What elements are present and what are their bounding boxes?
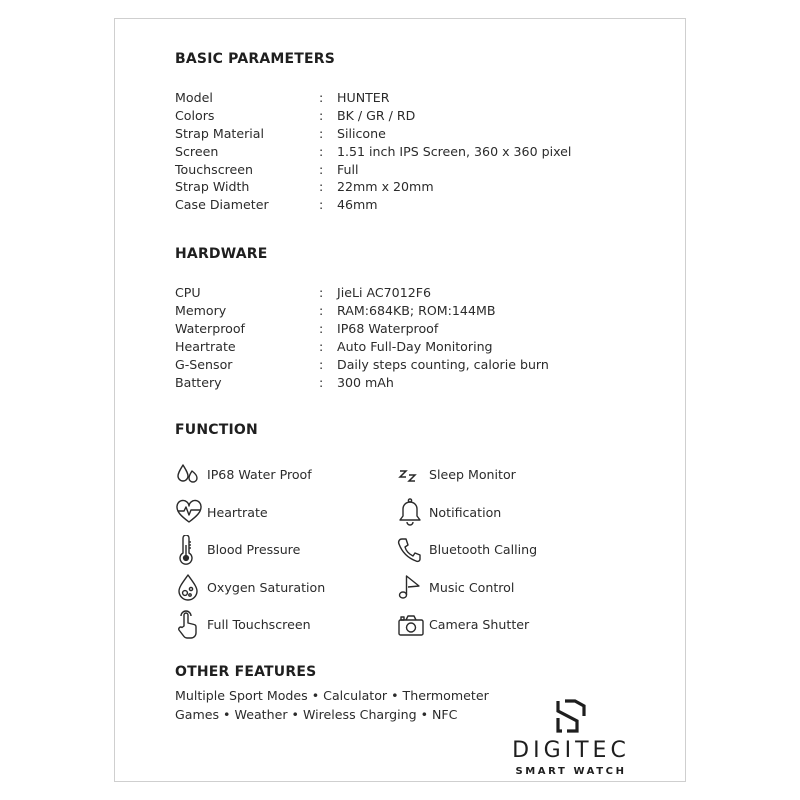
param-row	[175, 161, 675, 179]
param-key: Touchscreen	[175, 161, 254, 177]
function-label: Camera Shutter	[429, 617, 530, 633]
param-key: Colors	[175, 107, 215, 123]
function-item-water-proof	[175, 460, 312, 490]
param-key: CPU	[175, 285, 201, 301]
other-features-title: OTHER FEATURES	[175, 664, 317, 680]
param-separator: :	[319, 143, 324, 159]
param-separator: :	[319, 285, 324, 301]
brand-tagline: SMART WATCH	[515, 766, 627, 777]
param-value: Daily steps counting, calorie burn	[337, 356, 549, 372]
function-item-bluetooth-calling	[397, 535, 537, 565]
param-key: Battery	[175, 374, 222, 390]
param-row	[175, 196, 675, 214]
touch-hand-icon	[175, 610, 207, 640]
param-value: Auto Full-Day Monitoring	[337, 338, 493, 354]
function-item-camera-shutter	[397, 610, 529, 640]
param-value: 22mm x 20mm	[337, 179, 434, 195]
function-label: Full Touchscreen	[207, 617, 311, 633]
param-row	[175, 284, 675, 302]
param-value: JieLi AC7012F6	[337, 285, 431, 301]
function-item-oxygen-saturation	[175, 572, 325, 602]
sleep-zz-icon	[397, 460, 429, 490]
spec-content	[175, 51, 675, 660]
param-key: Strap Material	[175, 125, 264, 141]
param-key: Model	[175, 90, 213, 105]
param-key: Heartrate	[175, 338, 236, 354]
param-row	[175, 302, 675, 320]
camera-icon	[397, 610, 429, 640]
bell-icon	[397, 497, 429, 527]
other-features-line-2: Games • Weather • Wireless Charging • NFC	[175, 706, 458, 722]
other-features-line-1: Multiple Sport Modes • Calculator • Thermometer	[175, 688, 489, 703]
param-value: Full	[337, 161, 359, 177]
param-row	[175, 125, 675, 143]
hardware-title: HARDWARE	[175, 246, 268, 263]
param-separator: :	[319, 356, 324, 372]
phone-icon	[397, 535, 429, 565]
function-label: Blood Pressure	[207, 542, 301, 558]
basic-parameters-list	[175, 89, 675, 214]
function-item-sleep-monitor	[397, 460, 516, 490]
function-label: Music Control	[429, 579, 515, 595]
param-value: 1.51 inch IPS Screen, 360 x 360 pixel	[337, 143, 572, 159]
param-separator: :	[319, 179, 324, 195]
param-value: HUNTER	[337, 90, 390, 105]
param-value: RAM:684KB; ROM:144MB	[337, 303, 496, 319]
param-value: 46mm	[337, 197, 378, 213]
param-row	[175, 107, 675, 125]
param-key: Screen	[175, 143, 219, 159]
param-row	[175, 143, 675, 161]
digitec-s-logo-icon	[551, 698, 591, 738]
param-separator: :	[319, 161, 324, 177]
param-separator: :	[319, 321, 324, 337]
param-value: BK / GR / RD	[337, 107, 416, 123]
function-label: Bluetooth Calling	[429, 542, 538, 558]
water-drops-icon	[175, 460, 207, 490]
param-row	[175, 338, 675, 356]
param-key: Memory	[175, 303, 227, 319]
param-row	[175, 178, 675, 196]
brand-name: DIGITEC	[512, 738, 630, 763]
oxygen-drop-icon	[175, 572, 207, 602]
basic-parameters-title: BASIC PARAMETERS	[175, 51, 336, 67]
param-row	[175, 356, 675, 374]
param-key: G-Sensor	[175, 356, 233, 372]
param-separator: :	[319, 374, 324, 390]
function-label: Heartrate	[207, 504, 268, 520]
function-label: IP68 Water Proof	[207, 467, 312, 483]
param-row	[175, 89, 675, 107]
param-key: Case Diameter	[175, 197, 269, 213]
digitec-logo	[501, 698, 641, 778]
function-title: FUNCTION	[175, 421, 258, 438]
param-separator: :	[319, 338, 324, 354]
param-value: Silicone	[337, 125, 386, 141]
function-label: Notification	[429, 504, 502, 520]
param-separator: :	[319, 303, 324, 319]
param-key: Strap Width	[175, 179, 250, 195]
function-label: Oxygen Saturation	[207, 579, 326, 595]
param-separator: :	[319, 197, 324, 213]
music-note-icon	[397, 572, 429, 602]
thermometer-icon	[175, 535, 207, 565]
function-item-notification	[397, 497, 501, 527]
function-label: Sleep Monitor	[429, 467, 516, 483]
heartbeat-icon	[175, 497, 207, 527]
param-value: IP68 Waterproof	[337, 321, 439, 337]
param-key: Waterproof	[175, 321, 245, 337]
function-item-heartrate	[175, 497, 268, 527]
function-item-blood-pressure	[175, 535, 300, 565]
param-row	[175, 320, 675, 338]
param-separator: :	[319, 125, 324, 141]
other-features-list	[175, 687, 489, 724]
function-item-music-control	[397, 572, 514, 602]
param-value: 300 mAh	[337, 374, 394, 390]
function-item-full-touchscreen	[175, 610, 311, 640]
hardware-list	[175, 284, 675, 391]
param-separator: :	[319, 107, 324, 123]
param-separator: :	[319, 90, 324, 105]
param-row	[175, 374, 675, 392]
spec-sheet	[114, 18, 686, 782]
function-grid	[175, 460, 675, 660]
